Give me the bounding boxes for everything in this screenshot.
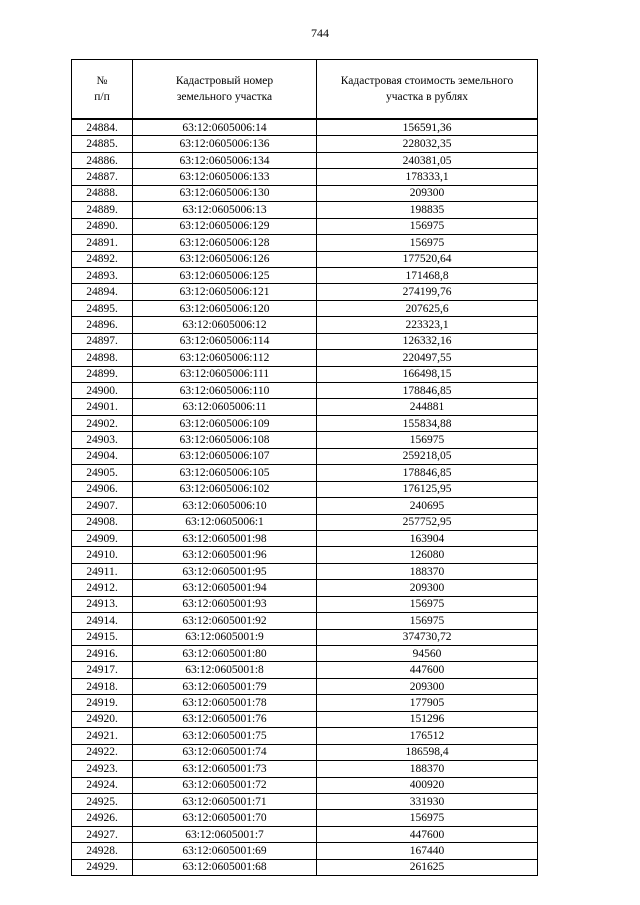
cadastral-cost: 374730,72 [317,629,538,645]
table-row [72,432,538,448]
row-number: 24912. [72,580,133,596]
cadastral-number: 63:12:0605006:105 [133,465,317,481]
cadastral-cost: 163904 [317,530,538,546]
row-number: 24922. [72,744,133,760]
cadastral-cost: 156975 [317,613,538,629]
header-cadastral-line1: Кадастровый номер [175,75,274,87]
row-number: 24929. [72,859,133,875]
table-row [72,678,538,694]
cadastral-cost: 155834,88 [317,415,538,431]
cadastral-cost: 94560 [317,646,538,662]
row-number: 24887. [72,169,133,185]
table-row [72,383,538,399]
row-number: 24886. [72,152,133,168]
cadastral-cost: 188370 [317,563,538,579]
row-number: 24890. [72,218,133,234]
row-number: 24924. [72,777,133,793]
cadastral-number: 63:12:0605006:10 [133,498,317,514]
table-row [72,119,538,136]
cadastral-number: 63:12:0605006:129 [133,218,317,234]
table-row [72,366,538,382]
header-cadastral-line2: земельного участка [176,91,273,103]
row-number: 24925. [72,793,133,809]
cadastral-cost: 240381,05 [317,152,538,168]
cadastral-cost: 400920 [317,777,538,793]
row-number: 24928. [72,843,133,859]
row-number: 24892. [72,251,133,267]
cadastral-cost: 209300 [317,580,538,596]
cadastral-cost: 220497,55 [317,350,538,366]
cadastral-cost: 188370 [317,761,538,777]
table-body [72,119,538,876]
table-row [72,202,538,218]
cadastral-number: 63:12:0605006:11 [133,399,317,415]
header-cost-line2: участка в рублях [385,91,468,103]
cadastral-number: 63:12:0605001:92 [133,613,317,629]
cadastral-number: 63:12:0605001:75 [133,728,317,744]
cadastral-number: 63:12:0605001:8 [133,662,317,678]
cadastral-cost: 331930 [317,793,538,809]
cadastral-cost: 156975 [317,810,538,826]
cadastral-number: 63:12:0605001:7 [133,826,317,842]
row-number: 24884. [72,119,133,136]
row-number: 24926. [72,810,133,826]
row-number: 24923. [72,761,133,777]
cadastral-number: 63:12:0605006:110 [133,383,317,399]
header-cadastral-cost [317,60,538,120]
cadastral-cost: 447600 [317,826,538,842]
row-number: 24896. [72,317,133,333]
table-row [72,761,538,777]
row-number: 24913. [72,596,133,612]
row-number: 24885. [72,136,133,152]
row-number: 24927. [72,826,133,842]
row-number: 24909. [72,530,133,546]
table-row [72,350,538,366]
row-number: 24907. [72,498,133,514]
table-row [72,465,538,481]
header-number [72,60,133,120]
cadastral-cost: 198835 [317,202,538,218]
cadastral-cost: 126080 [317,547,538,563]
row-number: 24919. [72,695,133,711]
row-number: 24921. [72,728,133,744]
cadastral-number: 63:12:0605006:111 [133,366,317,382]
row-number: 24902. [72,415,133,431]
cadastral-number: 63:12:0605001:78 [133,695,317,711]
cadastral-number: 63:12:0605006:102 [133,481,317,497]
table-row [72,399,538,415]
cadastral-number: 63:12:0605006:13 [133,202,317,218]
row-number: 24917. [72,662,133,678]
row-number: 24911. [72,563,133,579]
table-row [72,728,538,744]
cadastral-number: 63:12:0605006:130 [133,185,317,201]
cadastral-number: 63:12:0605001:72 [133,777,317,793]
table-row [72,580,538,596]
cadastral-number: 63:12:0605001:96 [133,547,317,563]
row-number: 24908. [72,514,133,530]
row-number: 24888. [72,185,133,201]
table-row [72,251,538,267]
cadastral-number: 63:12:0605006:136 [133,136,317,152]
row-number: 24904. [72,448,133,464]
row-number: 24894. [72,284,133,300]
cadastral-number: 63:12:0605001:73 [133,761,317,777]
table-row [72,267,538,283]
table-row [72,744,538,760]
table-row [72,514,538,530]
table-row [72,448,538,464]
row-number: 24906. [72,481,133,497]
cadastral-number: 63:12:0605006:133 [133,169,317,185]
cadastral-cost: 261625 [317,859,538,875]
cadastral-number: 63:12:0605006:14 [133,119,317,136]
cadastral-cost: 207625,6 [317,300,538,316]
cadastral-cost: 223323,1 [317,317,538,333]
row-number: 24914. [72,613,133,629]
table-row [72,530,538,546]
row-number: 24920. [72,711,133,727]
row-number: 24899. [72,366,133,382]
cadastral-number: 63:12:0605001:69 [133,843,317,859]
cadastral-cost: 244881 [317,399,538,415]
table-row [72,333,538,349]
page-number: 744 [311,26,329,40]
cadastral-cost: 177520,64 [317,251,538,267]
row-number: 24901. [72,399,133,415]
cadastral-number: 63:12:0605006:134 [133,152,317,168]
row-number: 24897. [72,333,133,349]
cadastral-cost: 178846,85 [317,383,538,399]
cadastral-cost: 209300 [317,185,538,201]
cadastral-cost: 156591,36 [317,119,538,136]
table-row [72,859,538,875]
cadastral-cost: 186598,4 [317,744,538,760]
cadastral-cost: 171468,8 [317,267,538,283]
row-number: 24889. [72,202,133,218]
header-cost-line1: Кадастровая стоимость земельного [340,75,514,87]
cadastral-number: 63:12:0605001:71 [133,793,317,809]
table-row [72,498,538,514]
table-row [72,300,538,316]
row-number: 24910. [72,547,133,563]
cadastral-cost: 447600 [317,662,538,678]
cadastral-table [71,59,538,876]
cadastral-number: 63:12:0605001:70 [133,810,317,826]
row-number: 24893. [72,267,133,283]
table-row [72,169,538,185]
row-number: 24903. [72,432,133,448]
cadastral-cost: 228032,35 [317,136,538,152]
table-row [72,629,538,645]
cadastral-number: 63:12:0605006:112 [133,350,317,366]
row-number: 24905. [72,465,133,481]
cadastral-number: 63:12:0605001:95 [133,563,317,579]
table-row [72,843,538,859]
table-row [72,547,538,563]
cadastral-number: 63:12:0605001:74 [133,744,317,760]
cadastral-cost: 156975 [317,596,538,612]
table-row [72,826,538,842]
table-row [72,810,538,826]
cadastral-number: 63:12:0605001:68 [133,859,317,875]
cadastral-number: 63:12:0605006:120 [133,300,317,316]
table-row [72,777,538,793]
cadastral-cost: 259218,05 [317,448,538,464]
table-row [72,317,538,333]
row-number: 24900. [72,383,133,399]
cadastral-number: 63:12:0605006:126 [133,251,317,267]
table-row [72,218,538,234]
header-cadastral-number [133,60,317,120]
cadastral-number: 63:12:0605006:125 [133,267,317,283]
cadastral-number: 63:12:0605001:79 [133,678,317,694]
cadastral-cost: 240695 [317,498,538,514]
cadastral-number: 63:12:0605006:108 [133,432,317,448]
cadastral-number: 63:12:0605006:121 [133,284,317,300]
cadastral-cost: 151296 [317,711,538,727]
cadastral-cost: 167440 [317,843,538,859]
table-row [72,662,538,678]
cadastral-number: 63:12:0605001:98 [133,530,317,546]
table-row [72,136,538,152]
header-number-line2: п/п [94,91,110,103]
table-row [72,563,538,579]
cadastral-cost: 156975 [317,235,538,251]
cadastral-cost: 177905 [317,695,538,711]
cadastral-cost: 178333,1 [317,169,538,185]
table-row [72,695,538,711]
cadastral-cost: 166498,15 [317,366,538,382]
cadastral-number: 63:12:0605006:114 [133,333,317,349]
table-row [72,284,538,300]
cadastral-number: 63:12:0605006:109 [133,415,317,431]
cadastral-cost: 156975 [317,432,538,448]
cadastral-number: 63:12:0605006:128 [133,235,317,251]
table-row [72,711,538,727]
cadastral-cost: 156975 [317,218,538,234]
row-number: 24891. [72,235,133,251]
table-row [72,185,538,201]
cadastral-number: 63:12:0605001:80 [133,646,317,662]
cadastral-number: 63:12:0605006:1 [133,514,317,530]
table-row [72,646,538,662]
table-row [72,152,538,168]
table-row [72,793,538,809]
cadastral-cost: 257752,95 [317,514,538,530]
table-row [72,613,538,629]
cadastral-number: 63:12:0605001:93 [133,596,317,612]
table-header-row [72,60,538,120]
cadastral-cost: 274199,76 [317,284,538,300]
cadastral-cost: 176125,95 [317,481,538,497]
cadastral-number: 63:12:0605001:94 [133,580,317,596]
row-number: 24918. [72,678,133,694]
cadastral-number: 63:12:0605006:107 [133,448,317,464]
cadastral-cost: 176512 [317,728,538,744]
table-row [72,235,538,251]
cadastral-cost: 126332,16 [317,333,538,349]
row-number: 24898. [72,350,133,366]
cadastral-cost: 209300 [317,678,538,694]
cadastral-cost: 178846,85 [317,465,538,481]
table-row [72,596,538,612]
cadastral-number: 63:12:0605001:76 [133,711,317,727]
table-row [72,481,538,497]
cadastral-number: 63:12:0605006:12 [133,317,317,333]
row-number: 24915. [72,629,133,645]
row-number: 24895. [72,300,133,316]
table-row [72,415,538,431]
cadastral-number: 63:12:0605001:9 [133,629,317,645]
header-number-line1: № [96,75,108,87]
row-number: 24916. [72,646,133,662]
